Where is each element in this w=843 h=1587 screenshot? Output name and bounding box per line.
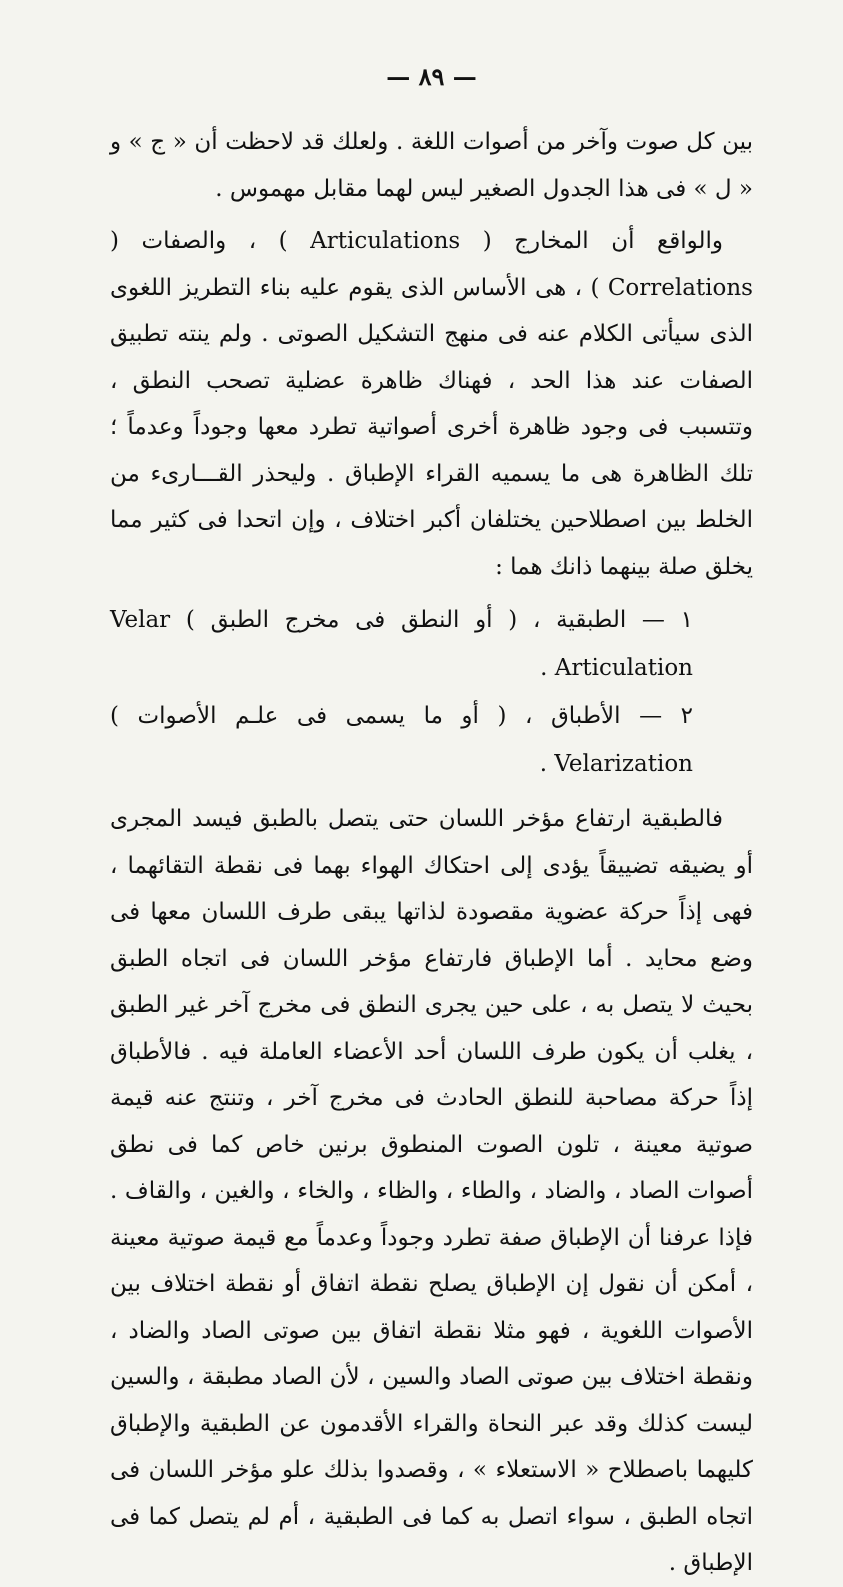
- list-item-1: ١ — الطبقية ، ( أو النطق فى مخرج الطبق ) Velar Articulation .: [110, 607, 693, 681]
- page-body: [110, 119, 753, 1587]
- list-item-2: ٢ — الأطباق ، ( أو ما يسمى فى علـم الأصوات ) Velarization .: [110, 703, 693, 777]
- paragraph-1: بين كل صوت وآخر من أصوات اللغة . ولعلك قد لاحظت أن « ج » و « ل » فى هذا الجدول الصغير ليس لهما مقابل مهموس .: [110, 129, 753, 202]
- paragraph-3: فالطبقية ارتفاع مؤخر اللسان حتى يتصل بالطبق فيسد المجرى أو يضيقه تضييقاً يؤدى إلى احتكاك الهواء بهما فى نقطة التقائهما ، فهى إذاً حركة عضوية مقصودة لذاتها يبقى طرف اللسان معها فى وضع محايد . أما الإطباق فارتفاع مؤخر اللسان فى اتجاه الطبق بحيث لا يتصل به ، على حين يجرى النطق فى مخرج آخر غير الطبق ، يغلب أن يكون طرف اللسان أحد الأعضاء العاملة فيه . فالأطباق إذاً حركة مصاحبة للنطق الحادث فى مخرج آخر ، وتنتج عنه قيمة صوتية معينة ، تلون الصوت المنطوق برنين خاص كما فى نطق أصوات الصاد ، والضاد ، والطاء ، والظاء ، والخاء ، والغين ، والقاف . فإذا عرفنا أن الإطباق صفة تطرد وجوداً وعدماً مع قيمة صوتية معينة ، أمكن أن نقول إن الإطباق يصلح نقطة اتفاق أو نقطة اختلاف بين الأصوات اللغوية ، فهو مثلا نقطة اتفاق بين صوتى الصاد والضاد ، ونقطة اختلاف بين صوتى الصاد والسين ، لأن الصاد مطبقة ، والسين ليست كذلك وقد عبر النحاة والقراء الأقدمون عن الطبقية والإطباق كليهما باصطلاح « الاستعلاء » ، وقصدوا بذلك علو مؤخر اللسان فى اتجاه الطبق ، سواء اتصل به كما فى الطبقية ، أم لم يتصل كما فى الإطباق .: [110, 806, 753, 1576]
- paragraph-2: والواقع أن المخارج ( Articulations ) ، والصفات ( Correlations ) ، هى الأساس الذى يقوم عليه بناء التطريز اللغوى الذى سيأتى الكلام عنه فى منهج التشكيل الصوتى . ولم ينته تطبيق الصفات عند هذا الحد ، فهناك ظاهرة عضلية تصحب النطق ، وتتسبب فى وجود ظاهرة أخرى أصواتية تطرد معها وجوداً وعدماً ؛ تلك الظاهرة هى ما يسميه القراء الإطباق . وليحذر القـــارىء من الخلط بين اصطلاحين يختلفان أكبر اختلاف ، وإن اتحدا فى كثير مما يخلق صلة بينهما ذانك هما :: [110, 228, 753, 580]
- terms-list: [110, 596, 753, 788]
- page-number: — ٨٩ —: [386, 62, 477, 91]
